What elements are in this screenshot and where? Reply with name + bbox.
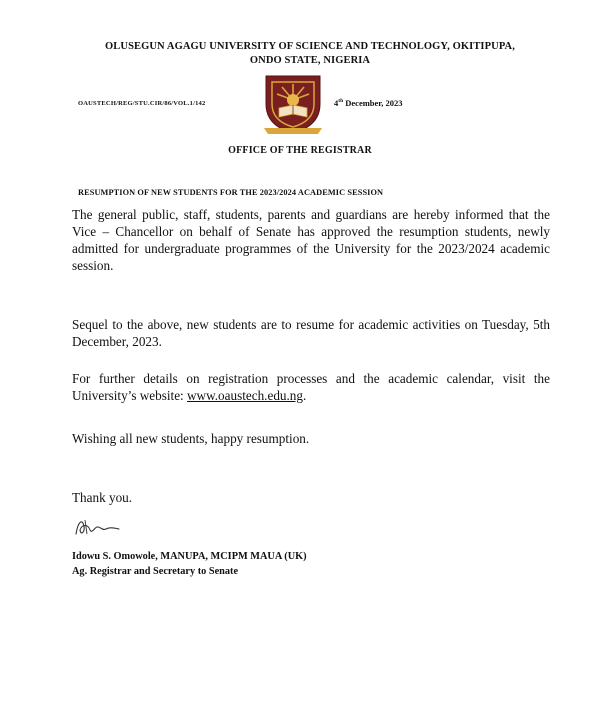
signatory-block	[72, 549, 307, 579]
university-name	[60, 40, 560, 68]
paragraph-3-end: .	[303, 388, 307, 403]
website-link[interactable]: www.oaustech.edu.ng	[187, 388, 303, 403]
signature-icon	[72, 514, 122, 540]
date-day: 4	[334, 98, 339, 108]
office-title: OFFICE OF THE REGISTRAR	[228, 145, 372, 156]
reference-row	[0, 70, 600, 140]
paragraph-3-text: For further details on registration processes and the academic calendar, visit the University’s website:	[72, 371, 550, 403]
university-name-line2: ONDO STATE, NIGERIA	[249, 55, 371, 66]
body-paragraph-4: Wishing all new students, happy resumption.	[72, 431, 310, 446]
body-paragraph-1: The general public, staff, students, parents and guardians are hereby informed that the Vice – Chancellor on behalf of Senate has approved the resumption students, newly admitted for undergraduate programmes of the University for the 2023/2024 academic session.	[72, 207, 550, 273]
body-paragraph-3	[72, 370, 550, 404]
signatory-name: Idowu S. Omowole, MANUPA, MCIPM MAUA (UK)	[72, 551, 307, 562]
date-suffix: th	[338, 98, 344, 105]
closing-thanks: Thank you.	[72, 490, 133, 505]
university-name-line1: OLUSEGUN AGAGU UNIVERSITY OF SCIENCE AND TECHNOLOGY, OKITIPUPA,	[105, 41, 515, 52]
signatory-title: Ag. Registrar and Secretary to Senate	[72, 566, 239, 577]
reference-number: OAUSTECH/REG/STU.CIR/86/VOL.1/142	[78, 100, 206, 107]
circular-date	[334, 98, 403, 108]
date-rest: December, 2023	[343, 98, 403, 108]
university-crest-icon	[262, 70, 324, 136]
body-paragraph-2: Sequel to the above, new students are to resume for academic activities on Tuesday, 5th December, 2023.	[72, 317, 550, 349]
subject-heading: RESUMPTION OF NEW STUDENTS FOR THE 2023/2024 ACADEMIC SESSION	[78, 188, 384, 197]
